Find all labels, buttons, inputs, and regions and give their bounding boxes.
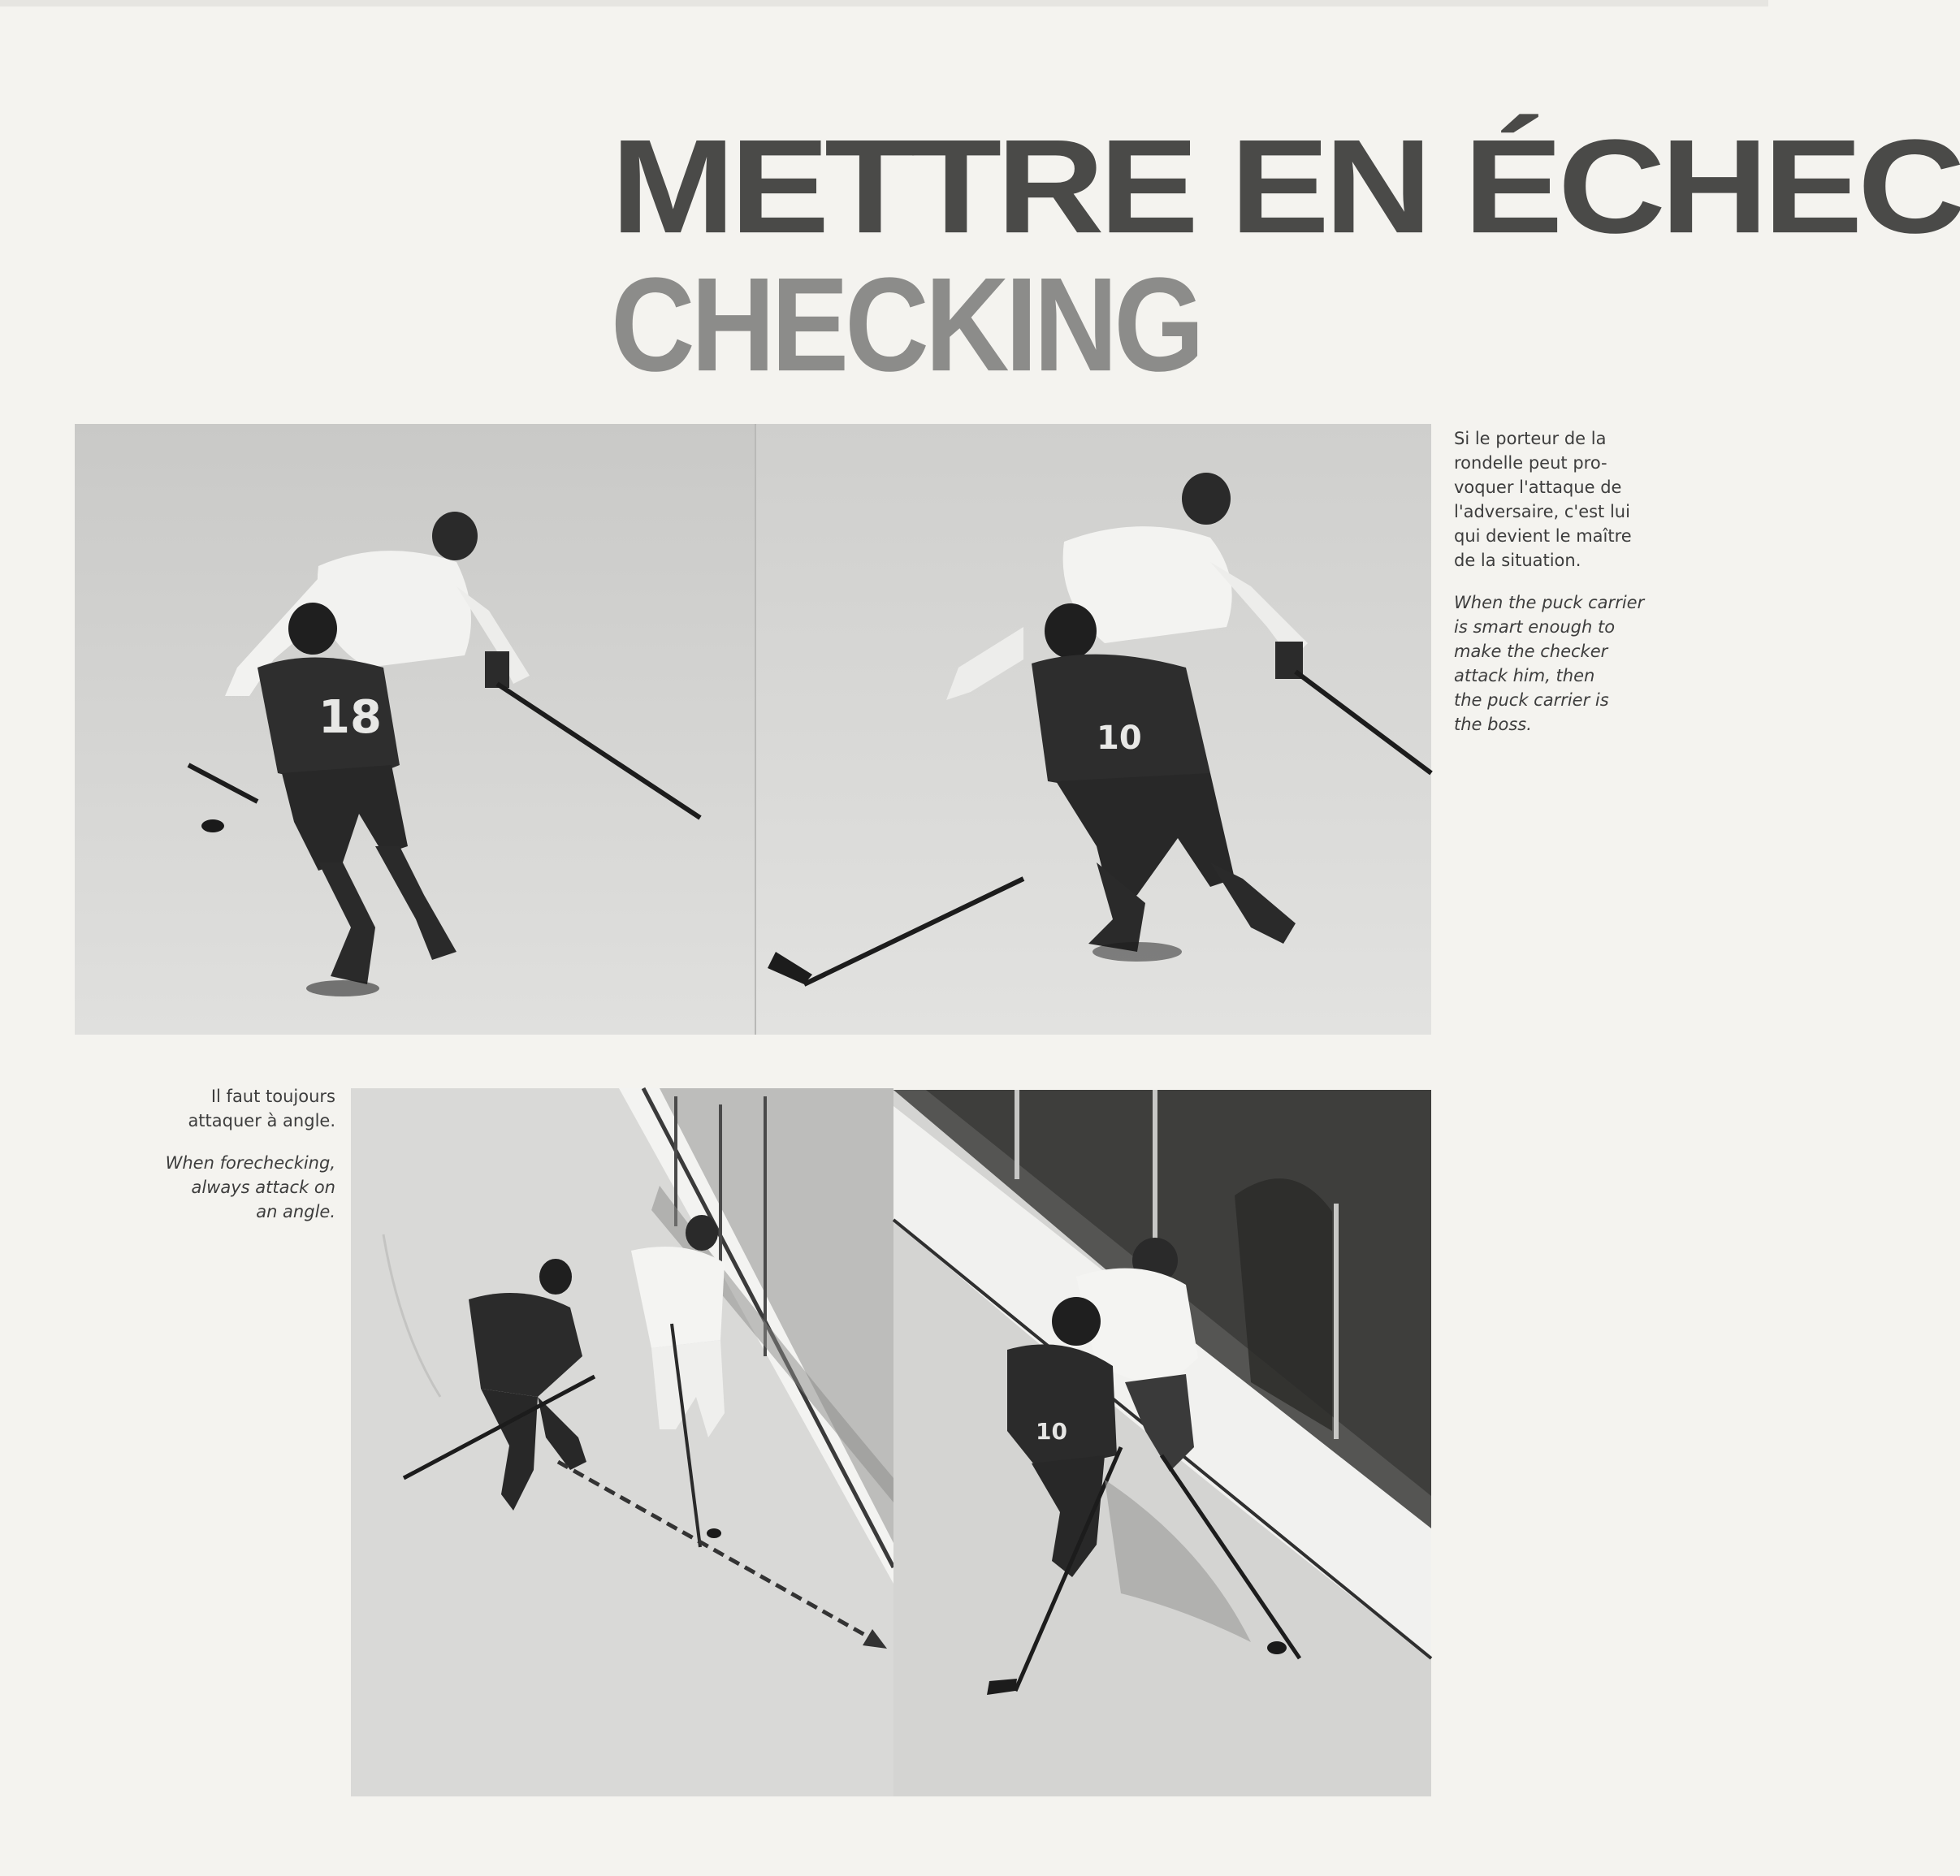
caption-bottom-left [122,1084,335,1224]
photo-top-right-checking [755,424,1431,1035]
caption-bottom-english: When forechecking, always attack on an angle. [165,1153,335,1221]
jersey-number-10-bottom: 10 [1036,1418,1067,1445]
caption-top-right [1454,426,1661,737]
caption-bottom-french: Il faut toujours attaquer à angle. [188,1087,335,1130]
jersey-number-18: 18 [318,691,382,744]
caption-top-french: Si le porteur de la rondelle peut pro- voquer l'attaque de l'adversaire, c'est lui qui devient le maître de la situation. [1454,429,1632,570]
photo-bottom-right-illustration [893,1090,1431,1796]
photo-top-left-checking [75,424,755,1035]
page-top-edge [0,0,1768,6]
photo-top-left-illustration [75,424,755,1035]
photo-top-right-illustration [755,424,1431,1035]
photo-bottom-left-illustration [351,1088,893,1796]
title-french: METTRE EN ÉCHEC [611,112,1960,262]
jersey-number-10-top: 10 [1097,720,1142,757]
photo-bottom-left-forechecking [351,1088,893,1796]
title-english: CHECKING [611,250,1201,400]
caption-top-english: When the puck carrier is smart enough to make the checker attack him, then the puck carrier is the boss. [1454,593,1645,734]
photo-bottom-right-forechecking [893,1090,1431,1796]
